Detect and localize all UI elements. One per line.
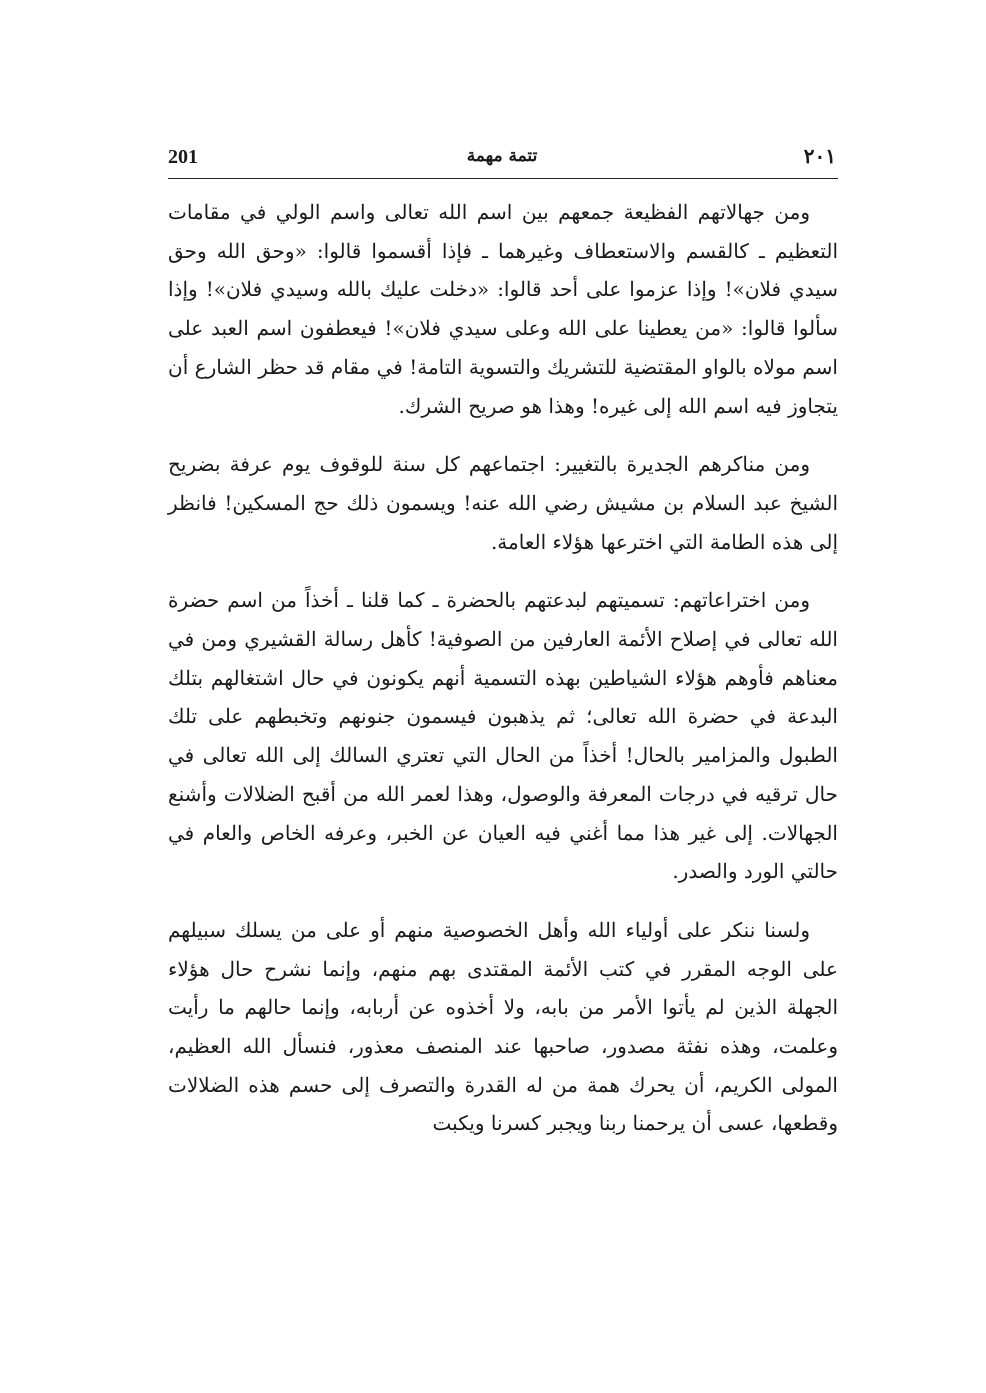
header-rule (168, 178, 838, 179)
page-number-arabic: ٢٠١ (803, 144, 836, 168)
paragraph-1: ومن جهالاتهم الفظيعة جمعهم بين اسم الله تعالى واسم الولي في مقامات التعظيم ـ كالقسم والاستعطاف وغيرهما ـ فإذا أقسموا قالوا: «وحق الله وحق سيدي فلان»! وإذا عزموا على أحد قالوا: «دخلت عليك بالله وسيدي فلان»! وإذا سألوا قالوا: «من يعطينا على الله وعلى سيدي فلان»! فيعطفون اسم العبد على اسم مولاه بالواو المقتضية للتشريك والتسوية التامة! في مقام قد حظر الشارع أن يتجاوز فيه اسم الله إلى غيره! وهذا هو صريح الشرك. (168, 200, 838, 418)
paragraph-2: ومن مناكرهم الجديرة بالتغيير: اجتماعهم كل سنة للوقوف يوم عرفة بضريح الشيخ عبد السلام بن مشيش رضي الله عنه! ويسمون ذلك حج المسكين! فانظر إلى هذه الطامة التي اخترعها هؤلاء العامة. (168, 452, 838, 554)
paragraph-3: ومن اختراعاتهم: تسميتهم لبدعتهم بالحضرة ـ كما قلنا ـ أخذاً من اسم حضرة الله تعالى في إصلاح الأئمة العارفين من الصوفية! كأهل رسالة القشيري ومن في معناهم فأوهم هؤلاء الشياطين بهذه التسمية أنهم يكونون في حال اشتغالهم بتلك البدعة في حضرة الله تعالى؛ ثم يذهبون فيسمون جنونهم وتخبطهم على تلك الطبول والمزامير بالحال! أخذاً من الحال التي تعتري السالك إلى الله تعالى في حال ترقيه في درجات المعرفة والوصول، وهذا لعمر الله من أقبح الضلالات وأشنع الجهالات. إلى غير هذا مما أغني فيه العيان عن الخبر، وعرفه الخاص والعام في حالتي الورد والصدر. (168, 588, 838, 884)
page-header (168, 142, 836, 176)
page-body (168, 193, 838, 1143)
page-number-latin: 201 (168, 146, 198, 168)
paragraph-4: ولسنا ننكر على أولياء الله وأهل الخصوصية منهم أو على من يسلك سبيلهم على الوجه المقرر في كتب الأئمة المقتدى بهم منهم، وإنما نشرح حال هؤلاء الجهلة الذين لم يأتوا الأمر من بابه، ولا أخذوه عن أربابه، وإنما حالهم ما رأيت وعلمت، وهذه نفثة مصدور، صاحبها عند المنصف معذور، فنسأل الله العظيم، المولى الكريم، أن يحرك همة من له القدرة والتصرف إلى حسم هذه الضلالات وقطعها، عسى أن يرحمنا ربنا ويجبر كسرنا ويكبت (168, 917, 838, 1136)
running-title: تتمة مهمة (466, 146, 538, 166)
